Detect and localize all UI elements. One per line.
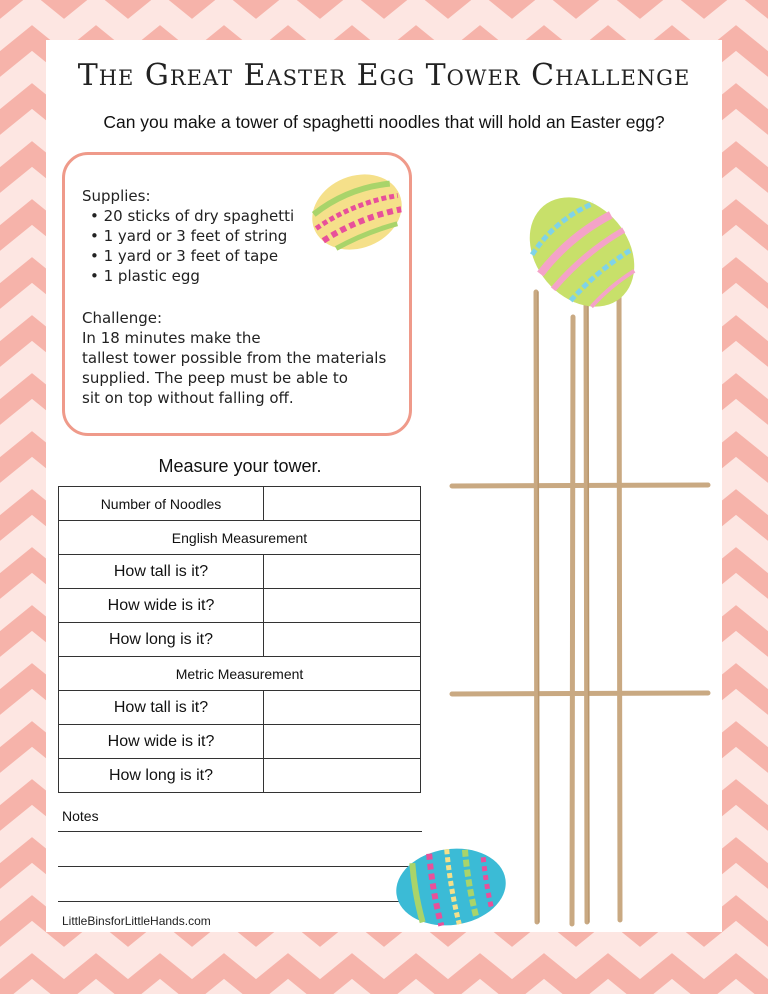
number-of-noodles-field[interactable] — [264, 487, 421, 521]
supply-item: • 20 sticks of dry spaghetti — [90, 207, 295, 225]
table-row — [59, 623, 421, 657]
challenge-line: tallest tower possible from the materials — [82, 349, 387, 367]
english-wide-field[interactable] — [264, 589, 421, 623]
challenge-section — [82, 308, 386, 408]
chevron-stripe — [0, 0, 768, 6]
english-measurement-heading: English Measurement — [59, 521, 421, 555]
metric-tall-label: How tall is it? — [59, 691, 264, 725]
page-subtitle: Can you make a tower of spaghetti noodles that will hold an Easter egg? — [103, 112, 665, 132]
pastel-easter-egg-icon — [508, 182, 656, 328]
supplies-section — [82, 186, 294, 286]
spaghetti-tower-illustration — [446, 182, 716, 932]
challenge-line: sit on top without falling off. — [82, 389, 294, 407]
english-wide-label: How wide is it? — [59, 589, 264, 623]
challenge-heading: Challenge: — [82, 309, 163, 327]
table-row — [59, 487, 421, 521]
metric-long-field[interactable] — [264, 759, 421, 793]
english-long-field[interactable] — [264, 623, 421, 657]
table-row — [59, 589, 421, 623]
table-row — [59, 555, 421, 589]
supply-item: • 1 plastic egg — [90, 267, 200, 285]
supply-item: • 1 yard or 3 feet of tape — [90, 247, 279, 265]
metric-measurement-heading: Metric Measurement — [59, 657, 421, 691]
table-row — [59, 657, 421, 691]
table-row — [59, 725, 421, 759]
metric-tall-field[interactable] — [264, 691, 421, 725]
notes-label: Notes — [62, 808, 99, 824]
notes-line[interactable] — [58, 831, 422, 832]
page-title: The Great Easter Egg Tower Challenge — [77, 58, 691, 93]
challenge-line: supplied. The peep must be able to — [82, 369, 348, 387]
metric-wide-label: How wide is it? — [59, 725, 264, 759]
notes-line[interactable] — [58, 866, 422, 867]
table-row — [59, 759, 421, 793]
table-row — [59, 521, 421, 555]
metric-wide-field[interactable] — [264, 725, 421, 759]
supply-item: • 1 yard or 3 feet of string — [90, 227, 288, 245]
table-row — [59, 691, 421, 725]
footer-url: LittleBinsforLittleHands.com — [62, 914, 211, 928]
yellow-easter-egg-icon — [304, 164, 410, 260]
metric-long-label: How long is it? — [59, 759, 264, 793]
english-tall-field[interactable] — [264, 555, 421, 589]
supplies-heading: Supplies: — [82, 187, 151, 205]
challenge-line: In 18 minutes make the — [82, 329, 261, 347]
english-tall-label: How tall is it? — [59, 555, 264, 589]
number-of-noodles-label: Number of Noodles — [59, 487, 264, 521]
english-long-label: How long is it? — [59, 623, 264, 657]
notes-line[interactable] — [58, 901, 422, 902]
measurement-table — [58, 486, 421, 793]
measure-title: Measure your tower. — [158, 456, 322, 476]
